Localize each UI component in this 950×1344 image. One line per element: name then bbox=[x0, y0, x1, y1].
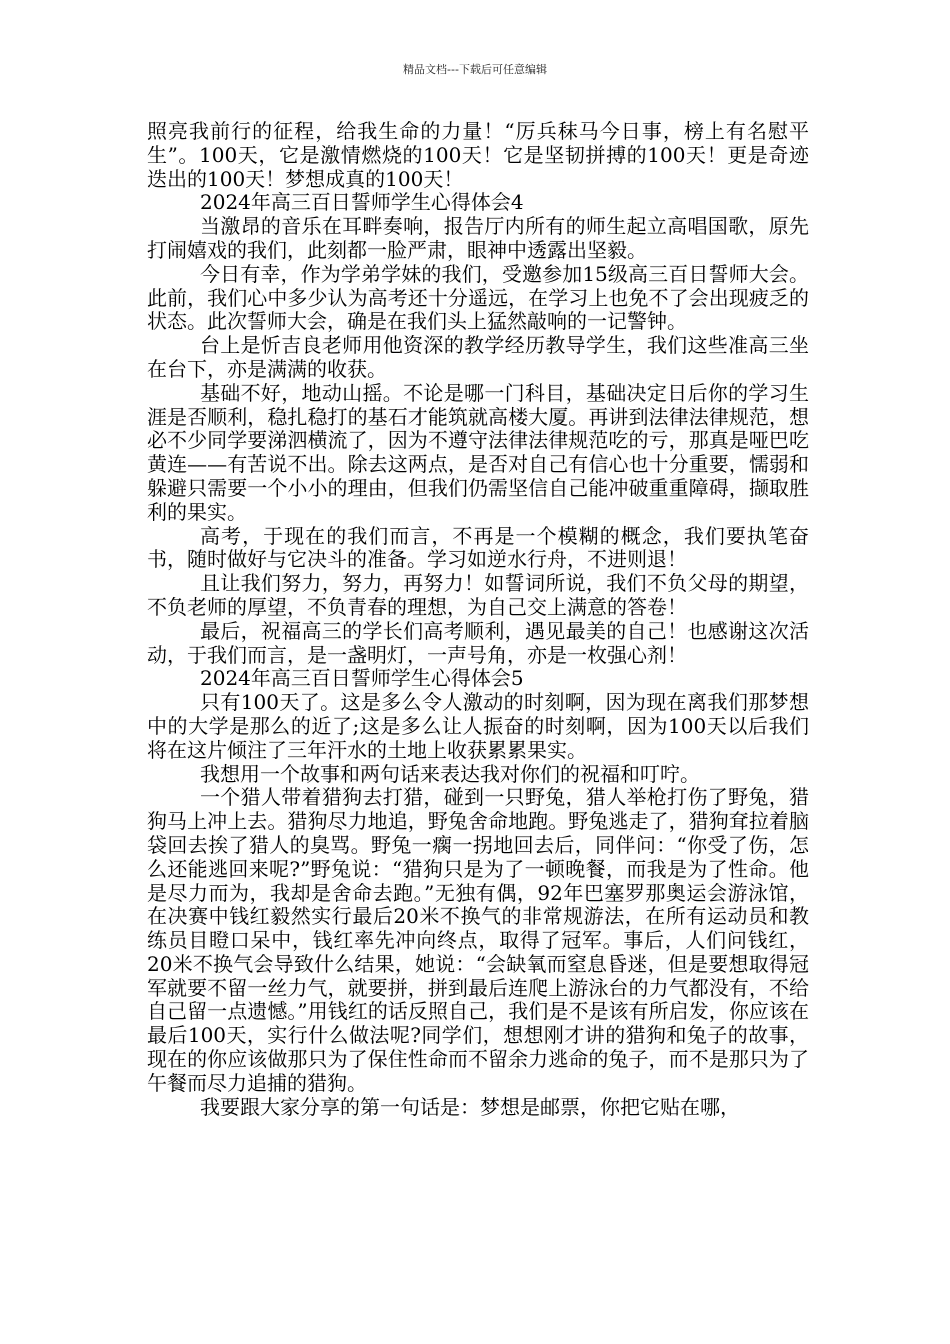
paragraph: 最后，祝福高三的学长们高考顺利，遇见最美的自己！也感谢这次活动，于我们而言，是一盏明灯，一声号角，亦是一枚强心剂！ bbox=[147, 618, 809, 667]
page-header: 精品文档---下载后可任意编辑 bbox=[403, 63, 547, 76]
section-heading-5: 2024年高三百日誓师学生心得体会5 bbox=[200, 666, 524, 691]
section-heading-4: 2024年高三百日誓师学生心得体会4 bbox=[200, 190, 524, 215]
paragraph: 基础不好，地动山摇。不论是哪一门科目，基础决定日后你的学习生涯是否顺利，稳扎稳打的基石才能筑就高楼大厦。再讲到法律法律规范，想必不少同学要涕泗横流了，因为不遵守法律法律规范吃的亏，那真是哑巴吃黄连——有苦说不出。除去这两点，是否对自己有信心也十分重要，懦弱和躲避只需要一个小小的理由，但我们仍需坚信自己能冲破重重障碍，撷取胜利的果实。 bbox=[147, 380, 809, 524]
paragraph-continuation: 照亮我前行的征程，给我生命的力量！“厉兵秣马今日事，榜上有名慰平生”。100天，它是激情燃烧的100天！它是坚韧拼搏的100天！更是奇迹迭出的100天！梦想成真的100天！ bbox=[147, 119, 809, 191]
paragraph: 我想用一个故事和两句话来表达我对你们的祝福和叮咛。 bbox=[200, 761, 700, 786]
paragraph: 且让我们努力，努力，再努力！如誓词所说，我们不负父母的期望，不负老师的厚望，不负青春的理想，为自己交上满意的答卷！ bbox=[147, 571, 809, 619]
paragraph: 当激昂的音乐在耳畔奏响，报告厅内所有的师生起立高唱国歌，原先打闹嬉戏的我们，此刻都一脸严肃，眼神中透露出坚毅。 bbox=[147, 214, 809, 262]
paragraph: 我要跟大家分享的第一句话是：梦想是邮票，你把它贴在哪， bbox=[200, 1094, 740, 1119]
document-body bbox=[147, 120, 809, 1119]
paragraph: 高考，于现在的我们而言，不再是一个模糊的概念，我们要执笔奋书，随时做好与它决斗的准备。学习如逆水行舟，不进则退！ bbox=[147, 523, 809, 572]
paragraph: 只有100天了。这是多么令人激动的时刻啊，因为现在离我们那梦想中的大学是那么的近了;这是多么让人振奋的时刻啊，因为100天以后我们将在这片倾注了三年汗水的土地上收获累累果实。 bbox=[147, 690, 809, 762]
paragraph: 今日有幸，作为学弟学妹的我们，受邀参加15级高三百日誓师大会。此前，我们心中多少认为高考还十分遥远，在学习上也免不了会出现疲乏的状态。此次誓师大会，确是在我们头上猛然敲响的一记警钟。 bbox=[147, 261, 809, 334]
paragraph: 一个猎人带着猎狗去打猎，碰到一只野兔，猎人举枪打伤了野兔，猎狗马上冲上去。猎狗尽力地追，野兔舍命地跑。野兔逃走了，猎狗耷拉着脑袋回去挨了猎人的臭骂。野兔一瘸一拐地回去后，同伴问：“你受了伤，怎么还能逃回来呢?”野兔说：“猎狗只是为了一顿晚餐，而我是为了性命。他是尽力而为，我却是舍命去跑。”无独有偶，92年巴塞罗那奥运会游泳馆，在决赛中钱红毅然实行最后20米不换气的非常规游法，在所有运动员和教练员目瞪口呆中，钱红率先冲向终点，取得了冠军。事后，人们问钱红，20米不换气会导致什么结果，她说：“会缺氧而窒息昏迷，但是要想取得冠军就要不留一丝力气，就要拼，拼到最后连爬上游泳台的力气都没有，不给自己留一点遗憾。”用钱红的话反照自己，我们是不是该有所启发，你应该在最后100天，实行什么做法呢?同学们，想想刚才讲的猎狗和兔子的故事，现在的你应该做那只为了保住性命而不留余力逃命的兔子，而不是那只为了午餐而尽力追捕的猎狗。 bbox=[147, 785, 809, 1095]
paragraph: 台上是忻吉良老师用他资深的教学经历教导学生，我们这些准高三坐在台下，亦是满满的收获。 bbox=[147, 333, 809, 381]
